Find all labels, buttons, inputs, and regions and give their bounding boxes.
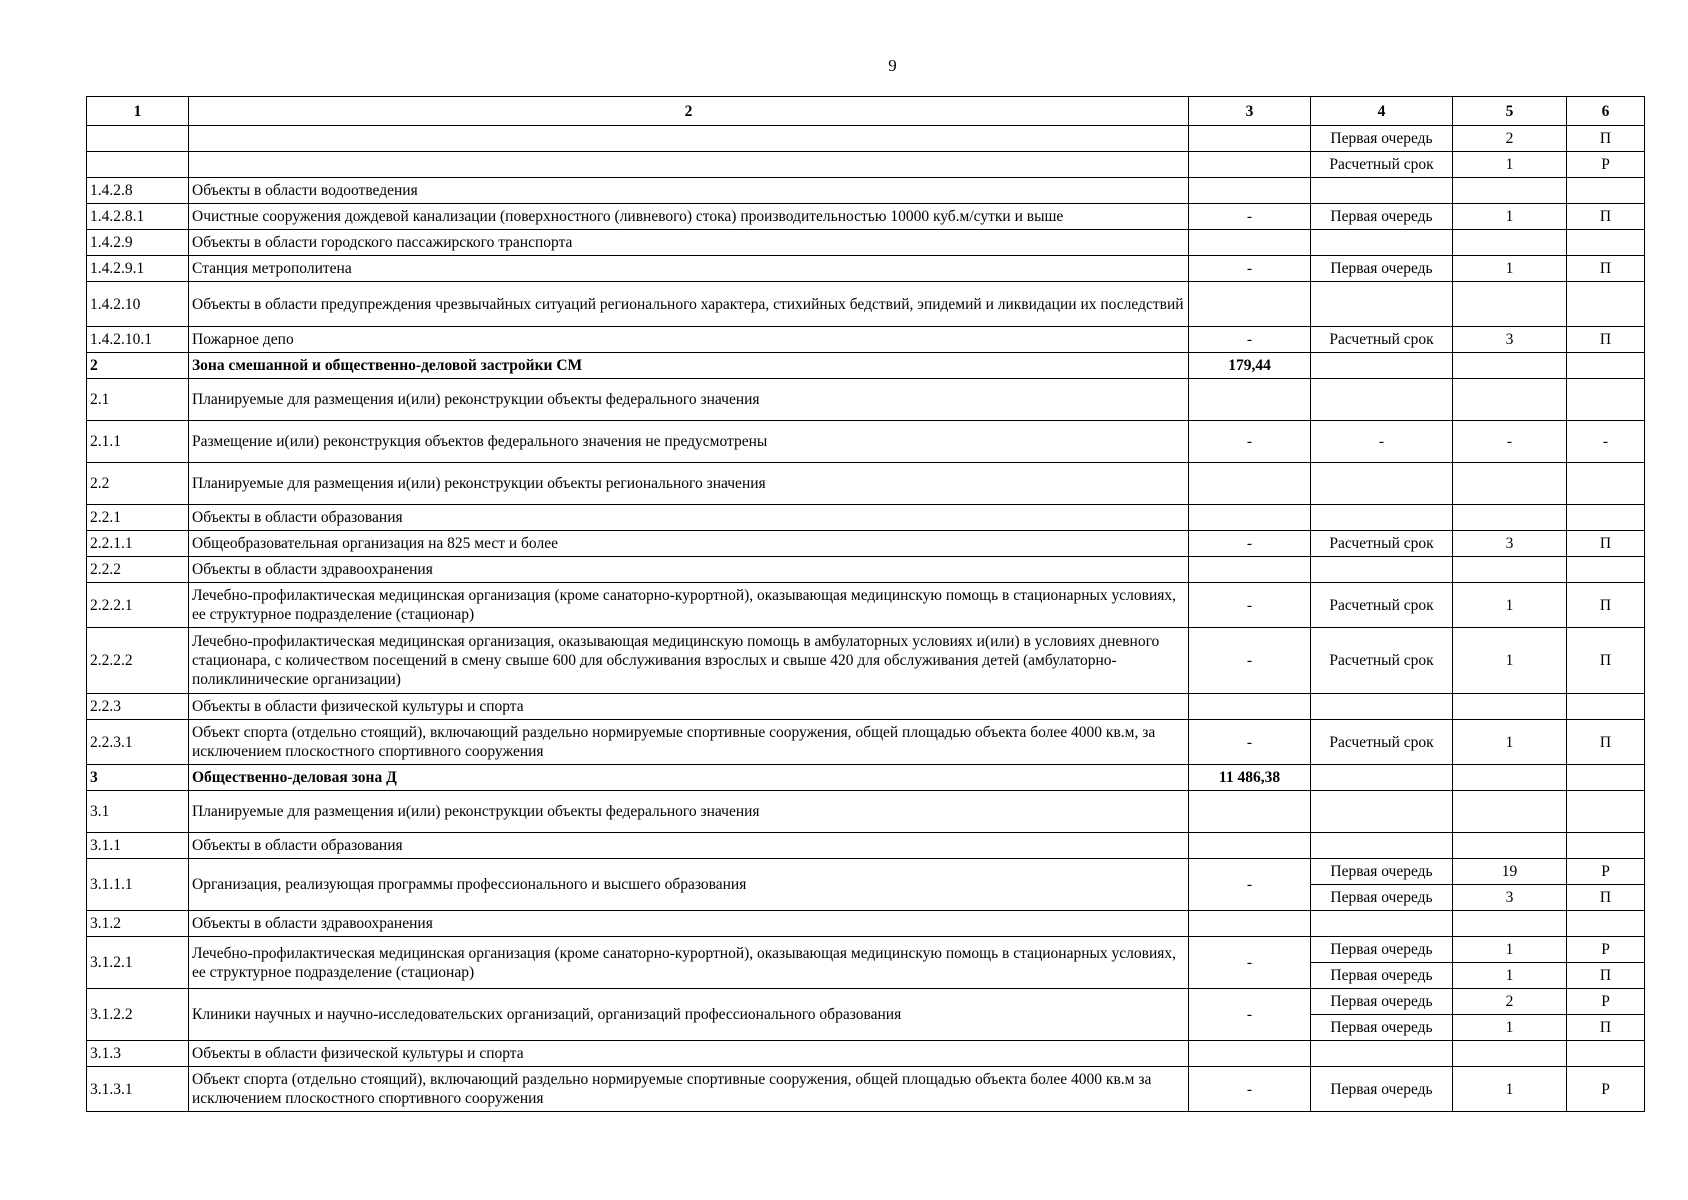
- item-description-cell: Зона смешанной и общественно-деловой застройки СМ: [189, 353, 1189, 379]
- table-row: [87, 765, 1645, 791]
- item-number-cell: 2.2.1: [87, 505, 189, 531]
- table-row: [87, 204, 1645, 230]
- implementation-stage-cell: Первая очередь: [1311, 204, 1453, 230]
- table-row: [87, 1067, 1645, 1112]
- item-number-cell: 1.4.2.10: [87, 282, 189, 327]
- object-status-cell: [1567, 178, 1645, 204]
- implementation-stage-cell: Первая очередь: [1311, 256, 1453, 282]
- table-row: [87, 1041, 1645, 1067]
- item-number-cell: 3.1: [87, 791, 189, 833]
- table-row: [87, 791, 1645, 833]
- implementation-stage-cell: Первая очередь: [1311, 937, 1453, 963]
- column-header: 5: [1453, 97, 1567, 126]
- item-number-cell: 2: [87, 353, 189, 379]
- item-description-cell: Объект спорта (отдельно стоящий), включающий раздельно нормируемые спортивные сооружения, общей площадью объекта более 4000 кв.м за исключением плоскостного спортивного сооружения: [189, 1067, 1189, 1112]
- implementation-stage-cell: [1311, 353, 1453, 379]
- object-count-cell: 1: [1453, 204, 1567, 230]
- object-status-cell: П: [1567, 327, 1645, 353]
- table-row: [87, 230, 1645, 256]
- object-count-cell: [1453, 505, 1567, 531]
- area-value-cell: [1189, 791, 1311, 833]
- object-status-cell: [1567, 765, 1645, 791]
- item-number-cell: 2.2.2: [87, 557, 189, 583]
- item-number-cell: 3.1.2: [87, 911, 189, 937]
- area-value-cell: -: [1189, 421, 1311, 463]
- planning-objects-table: [86, 96, 1645, 1112]
- object-status-cell: [1567, 282, 1645, 327]
- object-count-cell: [1453, 791, 1567, 833]
- table-row: [87, 353, 1645, 379]
- table-row: [87, 720, 1645, 765]
- item-number-cell: 3.1.1: [87, 833, 189, 859]
- implementation-stage-cell: Расчетный срок: [1311, 531, 1453, 557]
- object-status-cell: П: [1567, 126, 1645, 152]
- item-description-cell: Объекты в области водоотведения: [189, 178, 1189, 204]
- item-number-cell: 1.4.2.10.1: [87, 327, 189, 353]
- object-status-cell: П: [1567, 720, 1645, 765]
- item-number-cell: 3.1.2.1: [87, 937, 189, 989]
- item-number-cell: [87, 126, 189, 152]
- item-number-cell: 1.4.2.8.1: [87, 204, 189, 230]
- object-status-cell: [1567, 463, 1645, 505]
- object-status-cell: [1567, 1041, 1645, 1067]
- item-description-cell: Объекты в области физической культуры и спорта: [189, 1041, 1189, 1067]
- object-status-cell: [1567, 833, 1645, 859]
- object-status-cell: П: [1567, 531, 1645, 557]
- object-count-cell: 19: [1453, 859, 1567, 885]
- object-count-cell: -: [1453, 421, 1567, 463]
- item-number-cell: 2.2.2.2: [87, 628, 189, 694]
- item-description-cell: Планируемые для размещения и(или) реконструкции объекты федерального значения: [189, 379, 1189, 421]
- table-row: [87, 583, 1645, 628]
- object-status-cell: [1567, 911, 1645, 937]
- implementation-stage-cell: [1311, 230, 1453, 256]
- column-header: 2: [189, 97, 1189, 126]
- table-row: [87, 833, 1645, 859]
- implementation-stage-cell: [1311, 178, 1453, 204]
- object-count-cell: 1: [1453, 720, 1567, 765]
- area-value-cell: [1189, 152, 1311, 178]
- object-count-cell: [1453, 353, 1567, 379]
- area-value-cell: -: [1189, 859, 1311, 911]
- object-status-cell: П: [1567, 583, 1645, 628]
- implementation-stage-cell: Расчетный срок: [1311, 720, 1453, 765]
- implementation-stage-cell: [1311, 911, 1453, 937]
- object-count-cell: [1453, 833, 1567, 859]
- table-row: [87, 531, 1645, 557]
- table-row: [87, 505, 1645, 531]
- table-row: [87, 126, 1645, 152]
- area-value-cell: [1189, 230, 1311, 256]
- object-count-cell: [1453, 379, 1567, 421]
- table-row: [87, 256, 1645, 282]
- item-description-cell: Лечебно-профилактическая медицинская организация, оказывающая медицинскую помощь в амбулаторных условиях и(или) в условиях дневного стационара, с количеством посещений в смену свыше 600 для обслуживания взрослых и свыше 420 для обслуживания детей (амбулаторно-поликлинические организации): [189, 628, 1189, 694]
- object-status-cell: [1567, 353, 1645, 379]
- area-value-cell: [1189, 505, 1311, 531]
- implementation-stage-cell: [1311, 282, 1453, 327]
- item-description-cell: Общественно-деловая зона Д: [189, 765, 1189, 791]
- area-value-cell: [1189, 833, 1311, 859]
- item-number-cell: 3.1.3: [87, 1041, 189, 1067]
- area-value-cell: [1189, 694, 1311, 720]
- item-description-cell: Объекты в области здравоохранения: [189, 911, 1189, 937]
- page-number: 9: [888, 56, 897, 75]
- area-value-cell: 11 486,38: [1189, 765, 1311, 791]
- item-number-cell: 2.2.2.1: [87, 583, 189, 628]
- object-status-cell: П: [1567, 963, 1645, 989]
- object-count-cell: [1453, 282, 1567, 327]
- object-count-cell: 3: [1453, 885, 1567, 911]
- table-row: [87, 282, 1645, 327]
- implementation-stage-cell: Первая очередь: [1311, 963, 1453, 989]
- area-value-cell: [1189, 282, 1311, 327]
- table-row: [87, 628, 1645, 694]
- column-header: 4: [1311, 97, 1453, 126]
- column-header: 3: [1189, 97, 1311, 126]
- area-value-cell: -: [1189, 583, 1311, 628]
- object-count-cell: 1: [1453, 937, 1567, 963]
- table-row: [87, 327, 1645, 353]
- object-count-cell: 3: [1453, 327, 1567, 353]
- implementation-stage-cell: [1311, 765, 1453, 791]
- implementation-stage-cell: [1311, 791, 1453, 833]
- area-value-cell: [1189, 126, 1311, 152]
- area-value-cell: -: [1189, 256, 1311, 282]
- implementation-stage-cell: [1311, 1041, 1453, 1067]
- item-description-cell: Объекты в области физической культуры и спорта: [189, 694, 1189, 720]
- area-value-cell: -: [1189, 937, 1311, 989]
- implementation-stage-cell: [1311, 379, 1453, 421]
- item-number-cell: 1.4.2.8: [87, 178, 189, 204]
- object-status-cell: П: [1567, 885, 1645, 911]
- table-row: [87, 152, 1645, 178]
- object-status-cell: [1567, 379, 1645, 421]
- item-description-cell: Объект спорта (отдельно стоящий), включающий раздельно нормируемые спортивные сооружения, общей площадью объекта более 4000 кв.м, за исключением плоскостного спортивного сооружения: [189, 720, 1189, 765]
- item-description-cell: Общеобразовательная организация на 825 мест и более: [189, 531, 1189, 557]
- item-description-cell: [189, 152, 1189, 178]
- object-status-cell: [1567, 505, 1645, 531]
- object-status-cell: [1567, 230, 1645, 256]
- object-count-cell: 1: [1453, 1015, 1567, 1041]
- area-value-cell: -: [1189, 1067, 1311, 1112]
- implementation-stage-cell: Первая очередь: [1311, 885, 1453, 911]
- item-description-cell: Станция метрополитена: [189, 256, 1189, 282]
- implementation-stage-cell: Первая очередь: [1311, 989, 1453, 1015]
- area-value-cell: -: [1189, 204, 1311, 230]
- implementation-stage-cell: [1311, 505, 1453, 531]
- area-value-cell: -: [1189, 720, 1311, 765]
- implementation-stage-cell: Первая очередь: [1311, 1067, 1453, 1112]
- table-row: [87, 989, 1645, 1015]
- object-status-cell: Р: [1567, 859, 1645, 885]
- area-value-cell: [1189, 557, 1311, 583]
- implementation-stage-cell: [1311, 463, 1453, 505]
- object-count-cell: [1453, 694, 1567, 720]
- object-status-cell: Р: [1567, 152, 1645, 178]
- area-value-cell: [1189, 1041, 1311, 1067]
- table-row: [87, 379, 1645, 421]
- implementation-stage-cell: -: [1311, 421, 1453, 463]
- item-description-cell: Размещение и(или) реконструкция объектов федерального значения не предусмотрены: [189, 421, 1189, 463]
- area-value-cell: -: [1189, 628, 1311, 694]
- implementation-stage-cell: Первая очередь: [1311, 126, 1453, 152]
- item-number-cell: 2.2: [87, 463, 189, 505]
- object-count-cell: 1: [1453, 963, 1567, 989]
- implementation-stage-cell: Первая очередь: [1311, 859, 1453, 885]
- object-status-cell: [1567, 694, 1645, 720]
- object-count-cell: [1453, 230, 1567, 256]
- item-number-cell: [87, 152, 189, 178]
- item-description-cell: [189, 126, 1189, 152]
- item-description-cell: Организация, реализующая программы профессионального и высшего образования: [189, 859, 1189, 911]
- item-description-cell: Объекты в области городского пассажирского транспорта: [189, 230, 1189, 256]
- object-count-cell: 1: [1453, 628, 1567, 694]
- object-count-cell: 2: [1453, 989, 1567, 1015]
- item-description-cell: Клиники научных и научно-исследовательских организаций, организаций профессионального образования: [189, 989, 1189, 1041]
- item-description-cell: Пожарное депо: [189, 327, 1189, 353]
- object-status-cell: [1567, 557, 1645, 583]
- table-row: [87, 557, 1645, 583]
- table-row: [87, 859, 1645, 885]
- area-value-cell: 179,44: [1189, 353, 1311, 379]
- object-count-cell: 1: [1453, 256, 1567, 282]
- object-count-cell: [1453, 463, 1567, 505]
- object-status-cell: П: [1567, 204, 1645, 230]
- item-number-cell: 3.1.1.1: [87, 859, 189, 911]
- object-count-cell: [1453, 557, 1567, 583]
- item-number-cell: 2.2.3: [87, 694, 189, 720]
- area-value-cell: [1189, 911, 1311, 937]
- table-row: [87, 911, 1645, 937]
- area-value-cell: [1189, 178, 1311, 204]
- item-description-cell: Лечебно-профилактическая медицинская организация (кроме санаторно-курортной), оказывающая медицинскую помощь в стационарных условиях, ее структурное подразделение (стационар): [189, 583, 1189, 628]
- item-description-cell: Объекты в области здравоохранения: [189, 557, 1189, 583]
- item-number-cell: 2.1.1: [87, 421, 189, 463]
- item-number-cell: 1.4.2.9: [87, 230, 189, 256]
- object-count-cell: [1453, 1041, 1567, 1067]
- object-status-cell: П: [1567, 628, 1645, 694]
- object-count-cell: [1453, 178, 1567, 204]
- table-row: [87, 463, 1645, 505]
- area-value-cell: -: [1189, 327, 1311, 353]
- item-number-cell: 2.1: [87, 379, 189, 421]
- implementation-stage-cell: [1311, 833, 1453, 859]
- area-value-cell: [1189, 379, 1311, 421]
- column-header: 6: [1567, 97, 1645, 126]
- item-description-cell: Лечебно-профилактическая медицинская организация (кроме санаторно-курортной), оказывающая медицинскую помощь в стационарных условиях, ее структурное подразделение (стационар): [189, 937, 1189, 989]
- object-count-cell: [1453, 765, 1567, 791]
- implementation-stage-cell: Расчетный срок: [1311, 583, 1453, 628]
- table-row: [87, 178, 1645, 204]
- object-count-cell: 2: [1453, 126, 1567, 152]
- table-row: [87, 937, 1645, 963]
- item-description-cell: Очистные сооружения дождевой канализации (поверхностного (ливневого) стока) производительностью 10000 куб.м/сутки и выше: [189, 204, 1189, 230]
- implementation-stage-cell: [1311, 694, 1453, 720]
- object-status-cell: -: [1567, 421, 1645, 463]
- object-count-cell: 1: [1453, 152, 1567, 178]
- object-count-cell: 1: [1453, 583, 1567, 628]
- object-status-cell: Р: [1567, 937, 1645, 963]
- area-value-cell: -: [1189, 989, 1311, 1041]
- item-number-cell: 3.1.2.2: [87, 989, 189, 1041]
- object-status-cell: Р: [1567, 989, 1645, 1015]
- object-status-cell: [1567, 791, 1645, 833]
- object-count-cell: 1: [1453, 1067, 1567, 1112]
- area-value-cell: [1189, 463, 1311, 505]
- column-header: 1: [87, 97, 189, 126]
- object-status-cell: П: [1567, 256, 1645, 282]
- implementation-stage-cell: [1311, 557, 1453, 583]
- object-status-cell: П: [1567, 1015, 1645, 1041]
- item-number-cell: 3.1.3.1: [87, 1067, 189, 1112]
- object-status-cell: Р: [1567, 1067, 1645, 1112]
- item-number-cell: 3: [87, 765, 189, 791]
- implementation-stage-cell: Расчетный срок: [1311, 327, 1453, 353]
- item-description-cell: Объекты в области предупреждения чрезвычайных ситуаций регионального характера, стихийных бедствий, эпидемий и ликвидации их последствий: [189, 282, 1189, 327]
- item-description-cell: Планируемые для размещения и(или) реконструкции объекты регионального значения: [189, 463, 1189, 505]
- object-count-cell: [1453, 911, 1567, 937]
- object-count-cell: 3: [1453, 531, 1567, 557]
- item-number-cell: 2.2.1.1: [87, 531, 189, 557]
- implementation-stage-cell: Расчетный срок: [1311, 152, 1453, 178]
- table-row: [87, 694, 1645, 720]
- table-row: [87, 421, 1645, 463]
- implementation-stage-cell: Расчетный срок: [1311, 628, 1453, 694]
- item-description-cell: Объекты в области образования: [189, 833, 1189, 859]
- header-row: [87, 97, 1645, 126]
- item-description-cell: Планируемые для размещения и(или) реконструкции объекты федерального значения: [189, 791, 1189, 833]
- area-value-cell: -: [1189, 531, 1311, 557]
- item-number-cell: 2.2.3.1: [87, 720, 189, 765]
- implementation-stage-cell: Первая очередь: [1311, 1015, 1453, 1041]
- item-description-cell: Объекты в области образования: [189, 505, 1189, 531]
- item-number-cell: 1.4.2.9.1: [87, 256, 189, 282]
